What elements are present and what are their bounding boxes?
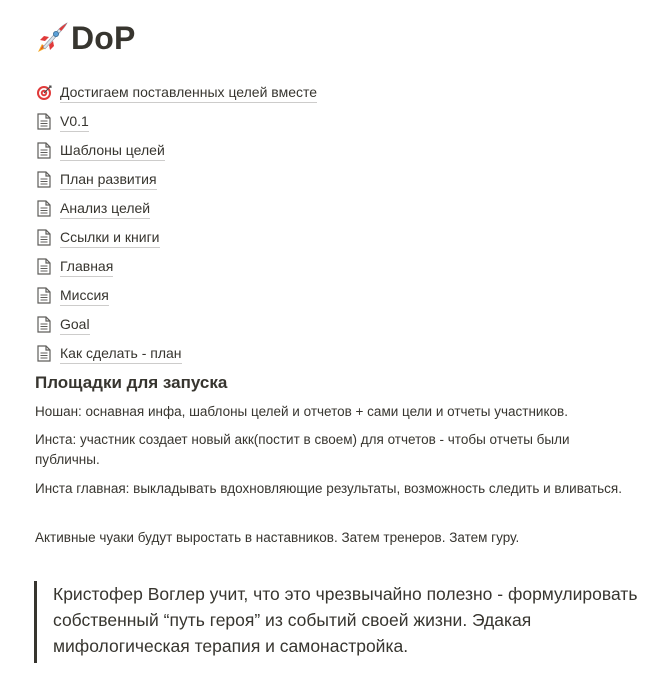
document-icon — [35, 141, 53, 161]
page-title: DoP — [71, 19, 136, 56]
rocket-icon — [34, 20, 70, 56]
page-link-v01[interactable] — [35, 107, 635, 136]
page-header — [34, 16, 136, 60]
paragraph: Ношан: оснавная инфа, шаблоны целей и отчетов + сами цели и отчеты участников. — [35, 404, 568, 419]
paragraph: Инста: участник создает новый акк(постит в своем) для отчетов - чтобы отчеты были публичны. — [35, 432, 570, 467]
page-link-label: Шаблоны целей — [60, 141, 165, 161]
page-link-goal[interactable] — [35, 310, 635, 339]
page-link-goal-templates[interactable] — [35, 136, 635, 165]
document-icon — [35, 112, 53, 132]
page-link-mission[interactable] — [35, 281, 635, 310]
paragraph: Активные чуаки будут выростать в наставников. Затем тренеров. Затем гуру. — [35, 530, 520, 545]
page-link-label: Как сделать - план — [60, 344, 182, 364]
page-link-label: План развития — [60, 170, 157, 190]
target-icon — [35, 83, 53, 103]
page-link-label: Достигаем поставленных целей вместе — [60, 83, 317, 103]
quote-block: Кристофер Воглер учит, что это чрезвычайно полезно - формулировать собственный “путь героя” из событий своей жизни. Эдакая мифологическая терапия и самонастройка. — [34, 581, 654, 663]
page-link-goal-analysis[interactable] — [35, 194, 635, 223]
page-link-label: Goal — [60, 315, 90, 335]
document-icon — [35, 257, 53, 277]
page-link-links-and-books[interactable] — [35, 223, 635, 252]
document-icon — [35, 344, 53, 364]
document-icon — [35, 286, 53, 306]
paragraph: Инста главная: выкладывать вдохновляющие результаты, возможность следить и вливаться. — [35, 481, 622, 496]
document-icon — [35, 199, 53, 219]
page-link-development-plan[interactable] — [35, 165, 635, 194]
document-icon — [35, 228, 53, 248]
page-link-label: Миссия — [60, 286, 109, 306]
section-heading: Площадки для запуска — [35, 373, 228, 392]
page-link-goals-together[interactable] — [35, 78, 635, 107]
page-link-label: V0.1 — [60, 112, 89, 132]
page-link-label: Анализ целей — [60, 199, 150, 219]
page-link-label: Ссылки и книги — [60, 228, 160, 248]
document-icon — [35, 170, 53, 190]
page-link-label: Главная — [60, 257, 113, 277]
page-link-how-to-plan[interactable] — [35, 339, 635, 368]
page-link-main[interactable] — [35, 252, 635, 281]
document-icon — [35, 315, 53, 335]
page-links-list — [35, 78, 635, 368]
